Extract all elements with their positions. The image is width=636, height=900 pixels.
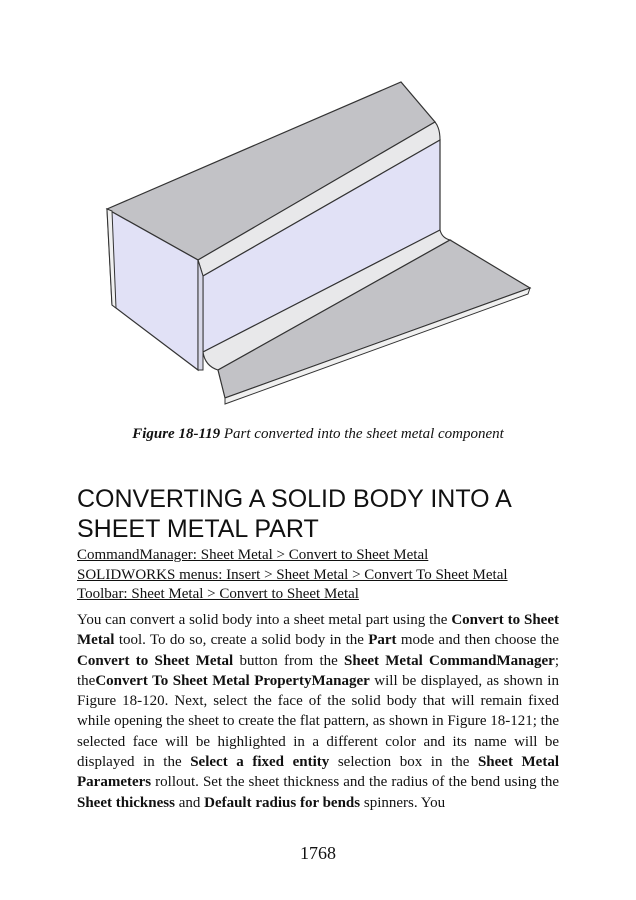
body-term: Select a fixed entity — [190, 754, 330, 771]
body-term: Convert to Sheet Metal — [77, 652, 234, 669]
body-term: Convert to Sheet Metal — [77, 612, 559, 649]
body-term: Default radius for bends — [204, 794, 361, 811]
body-text-run: ; the — [77, 652, 559, 689]
body-paragraph — [77, 610, 559, 813]
body-term: Sheet Metal CommandManager — [344, 652, 555, 669]
menu-path-solidworks-menus: SOLIDWORKS menus: Insert > Sheet Metal > Convert To Sheet Metal — [77, 566, 508, 583]
body-term: Part — [368, 632, 397, 649]
sheet-metal-part-illustration — [90, 70, 550, 420]
menu-path-toolbar: Toolbar: Sheet Metal > Convert to Sheet Metal — [77, 586, 359, 602]
sheet-metal-figure — [90, 70, 550, 420]
figure-caption-text: Part converted into the sheet metal component — [223, 426, 504, 442]
section-heading: CONVERTING A SOLID BODY INTO A SHEET METAL PART — [77, 485, 511, 543]
body-text-run: You can convert a solid body into a sheet metal part using the — [77, 612, 452, 628]
body-text-run: selection box in the — [329, 754, 478, 771]
body-text-run: and — [174, 794, 205, 811]
body-text-run: will be displayed, as shown in Figure 18-120. Next, select the face of the solid body that will remain fixed while opening the sheet to create the flat pattern, as shown in Figure 18-121; the selected face will be highlighted in a different color and its name will be displayed in the — [77, 672, 559, 771]
body-text-run: spinners. You — [360, 794, 446, 811]
body-term: Sheet thickness — [77, 794, 175, 811]
body-term: Convert To Sheet Metal PropertyManager — [95, 672, 370, 689]
body-text-run: button from the — [233, 652, 345, 669]
page-number: 1768 — [300, 843, 336, 863]
body-text-run: rollout. Set the sheet thickness and the radius of the bend using the — [151, 774, 559, 791]
menu-path-commandmanager: CommandManager: Sheet Metal > Convert to Sheet Metal — [77, 547, 429, 563]
figure-label: Figure 18-119 — [132, 426, 221, 442]
body-text-run: tool. To do so, create a solid body in the — [114, 632, 369, 649]
vertical-wall-edge — [198, 260, 203, 370]
body-term: Sheet Metal Parameters — [77, 754, 559, 791]
body-text-run: mode and then choose the — [396, 632, 559, 649]
menu-paths — [77, 546, 577, 605]
figure-caption — [0, 426, 636, 443]
